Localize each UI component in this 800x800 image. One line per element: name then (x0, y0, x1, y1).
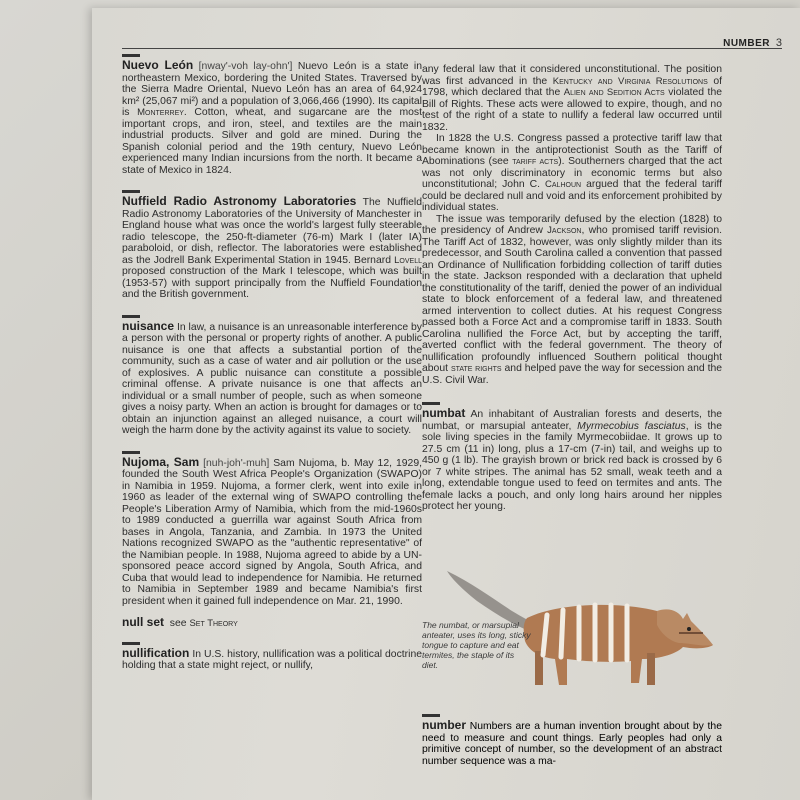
cross-reference: Alien and Sedition Acts (563, 87, 665, 98)
cross-reference: Kentucky and Virginia Resolutions (552, 75, 708, 87)
entry-rule (122, 190, 140, 193)
headword: Nujoma, Sam (122, 454, 200, 469)
entry-text: proposed construction of the Mark I telescope, which was built (1953-57) with support principally from the Nuffield Foundation and the British government. (122, 266, 422, 300)
entry-text: any federal law that it considered unconstitutional. The position was first advanced in the (422, 64, 722, 87)
cross-reference: Jackson (547, 225, 582, 236)
right-column (422, 50, 722, 513)
pronunciation: [nway'-voh lay-ohn'] (198, 61, 293, 72)
headword: nuisance (122, 318, 175, 333)
entry-rule (422, 402, 440, 405)
page-number: 3 (775, 37, 782, 49)
book-page (92, 8, 800, 800)
pronunciation: [nuh-joh'-muh] (203, 457, 270, 469)
entry-rule (122, 54, 140, 57)
entry-text: In U.S. history, nullification was a political doctrine holding that a state might reject, or nullify, (122, 648, 422, 671)
entry-text: violated the Bill of Rights. These acts were allowed to expire, though, and no test of the right of a state to nullify a federal law occurred until 1832. (422, 87, 723, 133)
entry-number (422, 720, 722, 767)
entry-text: and helped pave the way for secession and the U.S. Civil War. (422, 363, 723, 386)
entry-text: , who promised tariff revision. The Tariff Act of 1832, however, was only slightly milder than its predecessor, and South Carolina called a convention that passed an Ordinance of Nullification forbidding collection of tariff duties in the state. Jackson responded with a declaration that upheld the constitutionality of the tariff, denied the power of an individual state to block enforcement of a federal law, and threatened armed intervention to collect duties. At his request Congress passed both a Force Act and a compromise tariff in 1833. South Carolina nullified the Force Act, but by accepting the tariff, averted conflict with the federal government. The theory of nullification profoundly influenced Southern political thought about (422, 225, 722, 374)
entry-nuevo-leon (122, 60, 422, 176)
figure-caption: The numbat, or marsupial anteater, uses its long, sticky tongue to capture and eat termites, the staple of its diet. (422, 620, 531, 670)
see-label: see (169, 618, 187, 629)
entry-nullification-continued (422, 64, 722, 133)
entry-text: The issue was temporarily defused by the election (1828) to the presidency of Andrew (422, 213, 722, 236)
entry-text: An inhabitant of Australian forests and deserts, the numbat, or marsupial anteater, (422, 409, 722, 432)
headword: nullification (122, 645, 190, 660)
entry-rule (122, 642, 140, 645)
entry-numbat (422, 408, 722, 513)
number-entry-block (422, 714, 722, 767)
headword: null set (122, 615, 165, 629)
cross-reference: Lovell (394, 254, 422, 266)
entry-text: , is the sole living species in the family Myrmecobiidae. It grows up to 27.5 cm (11 in) long, plus a 17-cm (7-in) tail, and weighs up to 450 g (1 lb). The grayish brown or brick red back is crossed by 6 or 7 white stripes. The animal has 52 small, weak teeth and a long, extendable tongue used to feed on termites and ants. The female lacks a pouch, and only long hairs around her nipples protect her young. (422, 420, 722, 512)
entry-text: Numbers are a human invention brought about by the need to measure and count things. Early peoples had only a primitive concept of number, so the development of an abstract number sequence was a ma- (422, 721, 722, 767)
running-head: NUMBER (723, 38, 770, 49)
cross-reference: state rights (450, 363, 502, 374)
entry-text: . Cotton, wheat, and sugarcane are the most important crops, and iron, steel, and textiles are the main industrial products. Silver and gold are mined. During the Spanish colonial period and the 19th century, Nuevo León experienced many Indian incursions from the north. It became a state of Mexico in 1824. (122, 107, 422, 176)
entry-null-set (122, 617, 422, 630)
cross-reference: tariff acts (512, 156, 559, 167)
entry-text: In 1828 the U.S. Congress passed a protective tariff law that became known in the antiprotectionist South as the Tariff of Abominations (see (422, 133, 722, 167)
entry-text: ). Southerners charged that the act was not only discriminatory in economic terms but also unconstitutional; John C. (422, 156, 722, 190)
entry-nuisance (122, 318, 422, 437)
headword: Nuevo León (122, 58, 194, 72)
entry-text: In law, a nuisance is an unreasonable interference by a person with the personal or property rights of another. A public nuisance is one that affects a substantial portion of the community, such as a case of water and air pollution or the use of explosives. A public nuisance can constitute a possible criminal offense. A private nuisance is one that affects an individual or a small number of people, such as when someone gives a noisy party. When an action is brought for damages or to obtain an injunction against an alleged nuisance, a court will weigh the harm done by the activity against its value to society. (122, 321, 422, 436)
entry-nuffield (122, 196, 422, 301)
entry-nujoma (122, 454, 423, 608)
header-rule (122, 48, 782, 49)
entry-text: Sam Nujoma, b. May 12, 1929, founded the South West Africa People's Organization (SWAPO) in Namibia in 1959. Nujoma, a former clerk, went into exile in 1960 as leader of the external wing of SWAPO controlling the People's Liberation Army of Namibia, which from the mid-1960s to 1989 conducted a guerrilla war against South Africa from bases in Angola, Tanzania, and Zambia. In 1973 the United Nations recognized SWAPO as the "authentic representative" of the Namibian people. In 1988, Nujoma agreed to abide by a UN-sponsored peace accord signed by Angola, South Africa, and Cuba that would lead to independence for Namibia. He returned to Namibia in September 1989 and became Namibia's first president when it gained full independence on Mar. 21, 1990. (122, 457, 423, 607)
entry-text: argued that the federal tariff could be declared null and void and its enforcement prohibited by individual states. (422, 179, 722, 213)
entry-rule (122, 451, 140, 454)
entry-rule (122, 315, 140, 318)
cross-reference: Set Theory (189, 618, 238, 629)
entry-paragraph (422, 133, 722, 214)
headword: number (422, 718, 467, 732)
cross-reference: Monterrey (137, 107, 184, 118)
entry-text: of 1798, which declared that the (422, 75, 722, 98)
entry-rule (422, 714, 440, 717)
left-column (122, 50, 422, 672)
headword: numbat (422, 406, 466, 420)
scientific-name: Myrmecobius fasciatus (577, 420, 686, 432)
entry-nullification (122, 645, 422, 672)
entry-text: The Nuffield Radio Astronomy Laboratories of the University of Manchester in England house what was once the world's largest fully steerable radio telescope, the 250-ft-diameter (76-m) Mark I (later IA) paraboloid, or dish, reflector. The laboratories were established as the Jodrell Bank Experimental Station in 1945. Bernard (122, 197, 423, 266)
headword: Nuffield Radio Astronomy Laboratories (122, 194, 357, 208)
entry-paragraph (422, 214, 722, 387)
entry-text: Nuevo León is a state in northeastern Mexico, bordering the United States. Traversed by the Sierra Madre Oriental, Nuevo León has an area of 64,924 km² (25,067 mi²) and a population of 3,066,466 (1990). Its capital is (122, 61, 423, 118)
cross-reference: Calhoun (545, 179, 582, 190)
